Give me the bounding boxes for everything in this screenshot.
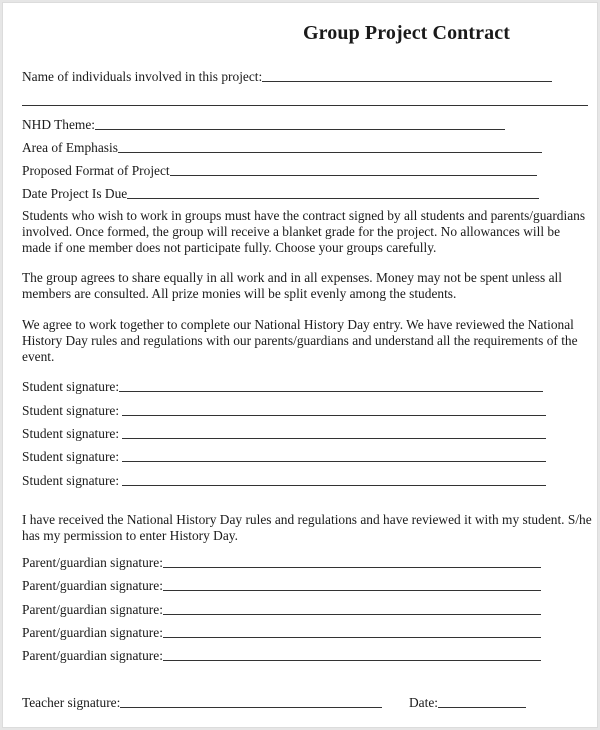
paragraph-agreement: We agree to work together to complete our National History Day entry. We have reviewed the National History Day rules and regulations with our parents/guardians and understand all the requirements of the event. <box>22 317 578 364</box>
area-label: Area of Emphasis <box>22 140 118 155</box>
parent-signature-line[interactable] <box>163 602 541 615</box>
parent-signature-label: Parent/guardian signature: <box>22 602 163 617</box>
student-signature-label: Student signature: <box>22 473 120 488</box>
teacher-date-row <box>409 695 526 711</box>
teacher-signature-label: Teacher signature: <box>22 695 121 710</box>
format-label: Proposed Format of Project <box>22 163 170 178</box>
parent-signature-row <box>22 648 541 664</box>
student-signature-row <box>22 403 546 419</box>
paragraph-group-rules: Students who wish to work in groups must have the contract signed by all students and parents/guardians involved. Once formed, the group will receive a blanket grade for the project. No allowances will be made if one member does not participate fully. Choose your groups carefully. <box>22 208 586 255</box>
parent-signature-label: Parent/guardian signature: <box>22 578 163 593</box>
names-label: Name of individuals involved in this project: <box>22 69 263 84</box>
parent-signature-row <box>22 625 541 641</box>
parent-signature-line[interactable] <box>163 555 541 568</box>
parent-signature-line[interactable] <box>163 648 541 661</box>
teacher-signature-line[interactable] <box>120 695 382 708</box>
page-title: Group Project Contract <box>303 22 510 44</box>
student-signature-line[interactable] <box>119 379 543 392</box>
parent-signature-line[interactable] <box>163 578 541 591</box>
due-label: Date Project Is Due <box>22 186 128 201</box>
teacher-date-label: Date: <box>409 695 438 710</box>
parent-signature-label: Parent/guardian signature: <box>22 625 163 640</box>
parent-signature-line[interactable] <box>163 625 541 638</box>
teacher-signature-row <box>22 695 382 711</box>
parent-signature-row <box>22 578 541 594</box>
names-input-line[interactable] <box>262 69 552 82</box>
student-signature-label: Student signature: <box>22 379 120 394</box>
format-input-line[interactable] <box>170 163 537 176</box>
due-input-line[interactable] <box>127 186 539 199</box>
document-page <box>2 2 598 728</box>
paragraph-expenses: The group agrees to share equally in all work and in all expenses. Money may not be spent unless all members are consulted. All prize monies will be split evenly among the students. <box>22 270 562 301</box>
parent-signature-label: Parent/guardian signature: <box>22 648 163 663</box>
student-signature-line[interactable] <box>122 449 546 462</box>
student-signature-line[interactable] <box>122 426 546 439</box>
student-signature-row <box>22 449 546 465</box>
student-signature-row <box>22 473 546 489</box>
names-field <box>22 69 552 85</box>
theme-input-line[interactable] <box>95 117 505 130</box>
parent-signature-row <box>22 602 541 618</box>
student-signature-label: Student signature: <box>22 403 120 418</box>
names-input-line-2[interactable] <box>22 105 588 106</box>
student-signature-row <box>22 379 543 395</box>
student-signature-label: Student signature: <box>22 449 120 464</box>
format-field <box>22 163 537 179</box>
theme-field <box>22 117 505 133</box>
student-signature-line[interactable] <box>122 473 546 486</box>
parent-signature-row <box>22 555 541 571</box>
area-input-line[interactable] <box>118 140 542 153</box>
student-signature-row <box>22 426 546 442</box>
due-field <box>22 186 539 202</box>
student-signature-line[interactable] <box>122 403 546 416</box>
theme-label: NHD Theme: <box>22 117 96 132</box>
paragraph-parent-permission: I have received the National History Day rules and regulations and have reviewed it with my student. S/he has my permission to enter History Day. <box>22 512 592 543</box>
teacher-date-line[interactable] <box>438 695 526 708</box>
student-signature-label: Student signature: <box>22 426 120 441</box>
parent-signature-label: Parent/guardian signature: <box>22 555 163 570</box>
area-field <box>22 140 542 156</box>
